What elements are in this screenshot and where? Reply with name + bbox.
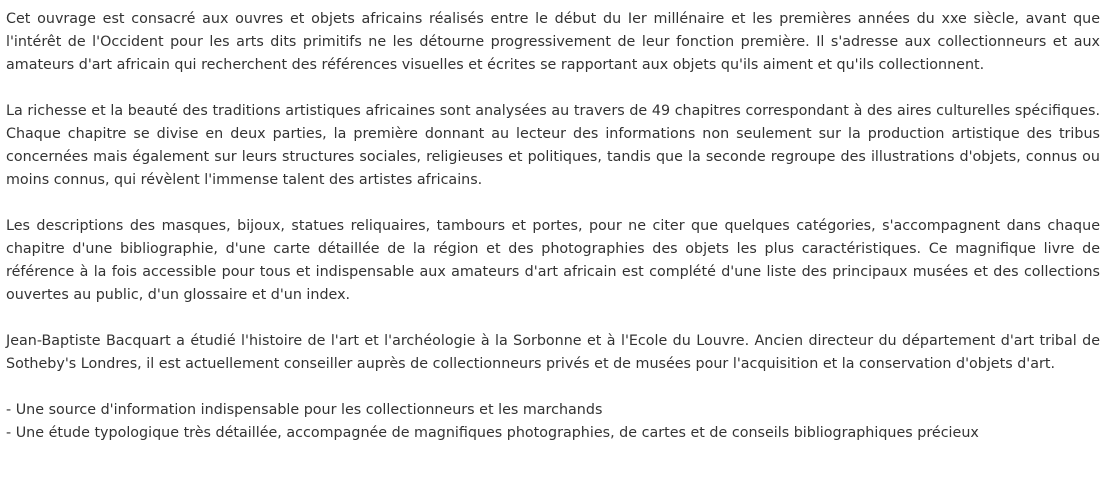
- chapters-paragraph: La richesse et la beauté des traditions artistiques africaines sont analysées au travers de 49 chapitres correspondant à des aires culturelles spécifiques. Chaque chapitre se divise en deux parties, la première donnant au lecteur des informations non seulement sur la production artistique des tribus concernées mais également sur leurs structures sociales, religieuses et politiques, tandis que la seconde regroupe des illustrations d'objets, connus ou moins connus, qui révèlent l'immense talent des artistes africains.: [6, 103, 1100, 188]
- highlight-item: - Une étude typologique très détaillée, accompagnée de magnifiques photographies, de cartes et de conseils bibliographiques précieux: [6, 425, 979, 441]
- intro-paragraph: Cet ouvrage est consacré aux ouvres et objets africains réalisés entre le début du Ier millénaire et les premières années du xxe siècle, avant que l'intérêt de l'Occident pour les arts dits primitifs ne les détourne progressivement de leur fonction première. Il s'adresse aux collectionneurs et aux amateurs d'art africain qui recherchent des références visuelles et écrites se rapportant aux objets qu'ils aiment et qu'ils collectionnent.: [6, 11, 1100, 73]
- highlights-list: [6, 399, 1100, 445]
- highlight-item: - Une source d'information indispensable pour les collectionneurs et les marchands: [6, 402, 603, 418]
- author-paragraph: Jean-Baptiste Bacquart a étudié l'histoire de l'art et l'archéologie à la Sorbonne et à l'Ecole du Louvre. Ancien directeur du département d'art tribal de Sotheby's Londres, il est actuellement conseiller auprès de collectionneurs privés et de musées pour l'acquisition et la conservation d'objets d'art.: [6, 333, 1100, 372]
- contents-paragraph: Les descriptions des masques, bijoux, statues reliquaires, tambours et portes, pour ne citer que quelques catégories, s'accompagnent dans chaque chapitre d'une bibliographie, d'une carte détaillée de la région et des photographies des objets les plus caractéristiques. Ce magnifique livre de référence à la fois accessible pour tous et indispensable aux amateurs d'art africain est complété d'une liste des principaux musées et des collections ouvertes au public, d'un glossaire et d'un index.: [6, 218, 1100, 303]
